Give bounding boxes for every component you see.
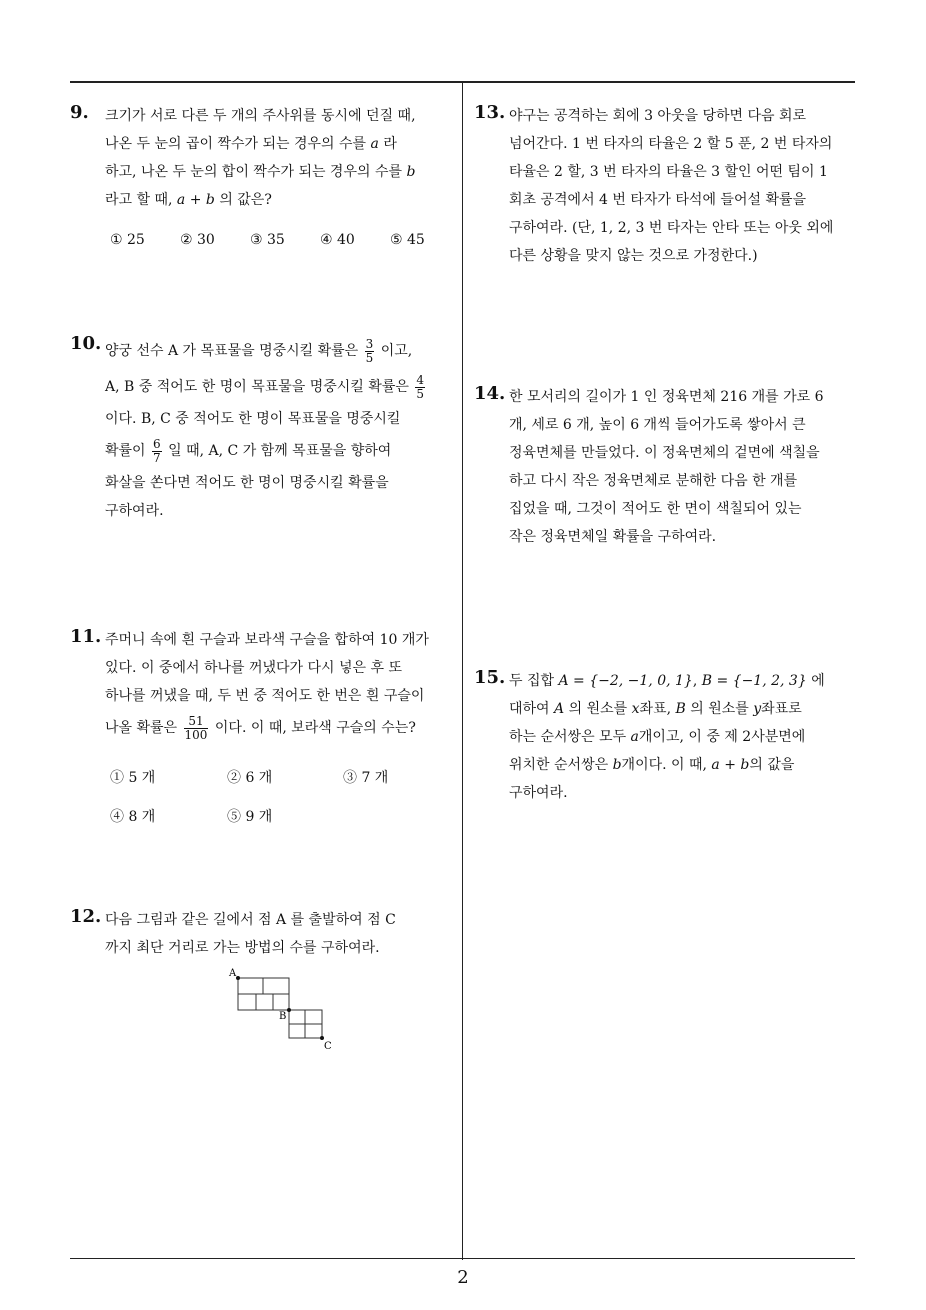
text-line: 나온 두 눈의 곱이 짝수가 되는 경우의 수를 a 라: [105, 136, 397, 152]
page-number: 2: [457, 1267, 469, 1288]
text-line: 나올 확률은 $\frac{51}{100}$ 이다. 이 때, 보라색 구슬의 수는?: [105, 713, 416, 742]
text-line: 크기가 서로 다른 두 개의 주사위를 동시에 던질 때,: [105, 108, 416, 124]
text-line: 두 집합 A = {−2, −1, 0, 1}, B = {−1, 2, 3} 에: [509, 673, 825, 689]
problem-text: [105, 333, 427, 525]
text-line: 하고, 나온 두 눈의 합이 짝수가 되는 경우의 수를 b: [105, 164, 416, 180]
column-divider: [462, 82, 463, 1260]
problem-number: 15.: [474, 667, 506, 688]
text-line: 구하여라.: [509, 785, 568, 801]
choice-3[interactable]: ③ 7 개: [343, 770, 389, 786]
text-line: 회초 공격에서 4 번 타자가 타석에 들어설 확률을: [509, 192, 807, 208]
text-line: 구하여라.: [105, 503, 164, 519]
problem-number: 9.: [70, 102, 89, 123]
problem-number: 13.: [474, 102, 506, 123]
text-line: 집었을 때, 그것이 적어도 한 면이 색칠되어 있는: [509, 501, 802, 517]
choice-1[interactable]: ① 5 개: [110, 770, 156, 786]
point-b-label: B: [279, 1011, 287, 1022]
text-line: 이다. B, C 중 적어도 한 명이 목표물을 명중시킬: [105, 411, 401, 427]
bottom-rule: [70, 1258, 855, 1259]
choice-4[interactable]: ④ 40: [320, 232, 355, 248]
path-grid-figure: [225, 965, 335, 1055]
text-line: 다른 상황을 맞지 않는 것으로 가정한다.): [509, 248, 758, 264]
fraction: $\frac{3}{5}$: [365, 336, 374, 365]
problem-text: [509, 383, 824, 551]
text-line: 까지 최단 거리로 가는 방법의 수를 구하여라.: [105, 940, 380, 956]
text-line: 주머니 속에 흰 구슬과 보라색 구슬을 합하여 10 개가: [105, 632, 429, 648]
problem-number: 11.: [70, 626, 102, 647]
problem-number: 12.: [70, 906, 102, 927]
text-line: 한 모서리의 길이가 1 인 정육면체 216 개를 가로 6: [509, 389, 824, 405]
choice-5[interactable]: ⑤ 45: [390, 232, 425, 248]
problem-text: [509, 667, 825, 807]
fraction: $\frac{51}{100}$: [184, 713, 208, 742]
text-line: 다음 그림과 같은 길에서 점 A 를 출발하여 점 C: [105, 912, 396, 928]
problem-text: [509, 102, 833, 270]
point-a-label: A: [229, 968, 237, 979]
text-line: 구하여라. (단, 1, 2, 3 번 타자는 안타 또는 아웃 외에: [509, 220, 834, 236]
fraction: $\frac{6}{7}$: [153, 436, 161, 465]
choice-4[interactable]: ④ 8 개: [110, 809, 156, 825]
fraction: $\frac{4}{5}$: [416, 372, 424, 401]
choice-2[interactable]: ② 6 개: [227, 770, 273, 786]
text-line: 넘어간다. 1 번 타자의 타율은 2 할 5 푼, 2 번 타자의: [509, 136, 833, 152]
text-line: A, B 중 적어도 한 명이 목표물을 명중시킬 확률은 $\frac{4}{5}$: [105, 372, 424, 401]
text-line: 개, 세로 6 개, 높이 6 개씩 들어가도록 쌓아서 큰: [509, 417, 806, 433]
text-line: 야구는 공격하는 회에 3 아웃을 당하면 다음 회로: [509, 108, 807, 124]
text-line: 라고 할 때, a + b 의 값은?: [105, 192, 272, 208]
choice-2[interactable]: ② 30: [180, 232, 215, 248]
text-line: 양궁 선수 A 가 목표물을 명중시킬 확률은 $\frac{3}{5}$ 이고,: [105, 336, 413, 365]
text-line: 하는 순서쌍은 모두 a개이고, 이 중 제 2사분면에: [509, 729, 806, 745]
text-line: 화살을 쏜다면 적어도 한 명이 명중시킬 확률을: [105, 475, 389, 491]
text-line: 하고 다시 작은 정육면체로 분해한 다음 한 개를: [509, 473, 798, 489]
text-line: 정육면체를 만들었다. 이 정육면체의 겉면에 색칠을: [509, 445, 820, 461]
text-line: 작은 정육면체일 확률을 구하여라.: [509, 529, 717, 545]
point-c-label: C: [324, 1041, 332, 1052]
text-line: 하나를 꺼냈을 때, 두 번 중 적어도 한 번은 흰 구슬이: [105, 688, 425, 704]
text-line: 있다. 이 중에서 하나를 꺼냈다가 다시 넣은 후 또: [105, 660, 403, 676]
problem-text: [105, 626, 429, 746]
choice-3[interactable]: ③ 35: [250, 232, 285, 248]
problem-number: 14.: [474, 383, 506, 404]
choice-1[interactable]: ① 25: [110, 232, 145, 248]
text-line: 타율은 2 할, 3 번 타자의 타율은 3 할인 어떤 팀이 1: [509, 164, 828, 180]
problem-text: [105, 906, 396, 962]
problem-text: [105, 102, 416, 214]
text-line: 확률이 $\frac{6}{7}$ 일 때, A, C 가 함께 목표물을 향하여: [105, 436, 392, 465]
text-line: 대하여 A 의 원소를 x좌표, B 의 원소를 y좌표로: [509, 701, 802, 717]
choice-5[interactable]: ⑤ 9 개: [227, 809, 273, 825]
problem-number: 10.: [70, 333, 102, 354]
text-line: 위치한 순서쌍은 b개이다. 이 때, a + b의 값을: [509, 757, 795, 773]
